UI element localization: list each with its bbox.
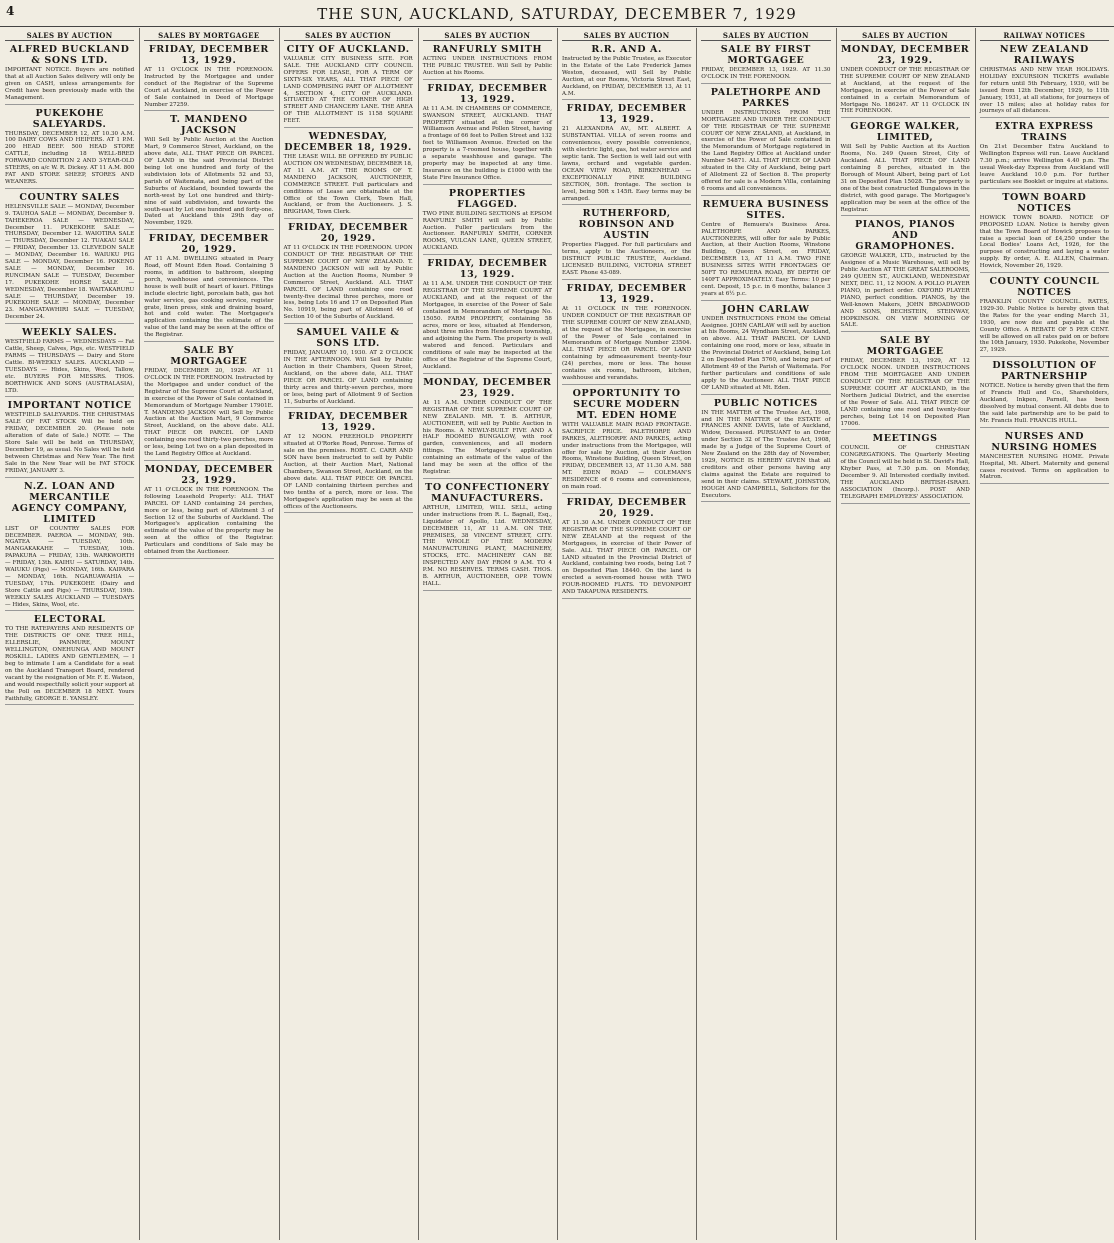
notice-item [284,327,413,408]
notice-body: WESTFIELD FARMS — WEDNESDAYS — Fat Cattle, Sheep, Calves, Pigs, etc. WESTFIELD FARMS — THURSDAYS — Dairy and Store Cattle. BI-WEEKLY SALES. AUCKLAND — TUESDAYS — Hides, Skins, Wool, Tallow, etc. BUYERS FOR MESSRS. THOS. BORTHWICK AND SONS (AUSTRALASIA), LTD. [5,339,135,394]
column-rule [139,28,140,1240]
notice-item [284,131,413,219]
notice-item [5,481,134,612]
notice-body: Will Sell by Public Auction at its Auction Rooms, No. 249 Queen Street, City of Auckland. ALL THAT PIECE OF LAND containing 8 perches, situated in the Borough of Mount Albert, being part of Lot 31 on Deposited Plan 15028. The property is one of the best constructed Bungalows in the district, with good garage. The Mortgagee's application may be seen at the office of the Registrar. [840,144,970,213]
notice-item [284,411,413,513]
notice-item [5,614,134,705]
notice-item [980,431,1109,485]
notice-body: MANCHESTER NURSING HOME. Private Hospital, Mt. Albert. Maternity and general cases received. Terms on application to Matron. [979,453,1109,481]
notice-headline: MONDAY, DECEMBER 23, 1929. [840,44,970,66]
notice-headline: SALE BY FIRST MORTGAGEE [720,44,811,66]
notice-body: FRIDAY, DECEMBER 20, 1929. AT 11 O'CLOCK IN THE FORENOON. Instructed by the Mortgagee and under conduct of the Registrar of the Supreme Court at Auckland, in exercise of the Power of Sale contained in Memorandum of Mortgage Number 17901E. T. MANDENO JACKSON will Sell by Public Auction at the Auction Mart, 9 Commerce Street, Auckland, on the above date. ALL THAT PIECE OR PARCEL OF LAND containing one rood thirty-two perches, more or less, being Lot two on a plan deposited in the Land Registry Office at Auckland. [144,368,274,457]
notice-body: UNDER INSTRUCTIONS FROM the Official Assignee. JOHN CARLAW will sell by auction at his Rooms, 24 Wyndham Street, Auckland, on above. ALL THAT PARCEL OF LAND containing one rood, more or less, situate in the Provincial District of Auckland, being Lot 2 on Deposited Plan 5760, and being part of Allotment 49 of the Parish of Waitemata. For further particulars and conditions of sale apply to the Auctioneer. ALL THAT PIECE OF LAND situated at Mt. Eden. [701,315,831,391]
column-4 [418,30,557,1240]
column-heading: SALES BY AUCTION [5,31,134,41]
notice-headline: MONDAY, DECEMBER 23, 1929. [423,376,552,399]
notice-headline: FRIDAY, DECEMBER 20, 1929. [148,233,269,256]
notice-item [284,44,413,128]
notice-item [841,44,970,118]
notice-body: LIST OF COUNTRY SALES FOR DECEMBER. PAEROA — MONDAY, 9th. NGATEA — TUESDAY, 10th. MANGAKAKAHE — TUESDAY, 10th. PAPAKURA — FRIDAY, 13th. WARKWORTH — FRIDAY, 13th. KAIHU — SATURDAY, 14th. WAIUKU (Pigs) — MONDAY, 16th. KAIPARA — MONDAY, 16th. NGARUAWAHIA — TUESDAY, 17th. PUKEKOHE (Dairy and Store Cattle and Pigs) — THURSDAY, 19th. WEEKLY SALES AUCKLAND — TUESDAYS — Hides, Skins, Wool, etc. [5,525,135,608]
column-rule [975,28,976,1240]
column-heading: RAILWAY NOTICES [980,31,1109,41]
notice-headline: IMPORTANT NOTICE [7,400,132,412]
notice-body: UNDER CONDUCT OF THE REGISTRAR OF THE SUPREME COURT OF NEW ZEALAND at Auckland, at the request of the Mortgagee, in exercise of the Power of Sale contained in a certain Memorandum of Mortgage No. 186247. AT 11 O'CLOCK IN THE FORENOON. [840,67,970,115]
notice-body: ACTING UNDER INSTRUCTIONS FROM THE PUBLIC TRUSTEE. Will Sell by Public Auction at his Rooms. [422,56,552,76]
notice-body: Properties Flagged. For full particulars and terms, apply to the Auctioneers, or the DISTRICT PUBLIC TRUSTEE, Auckland. LICENSED BUILDING, VICTORIA STREET EAST. Phone 43-089. [562,242,692,277]
notice-headline: FRIDAY, DECEMBER 13, 1929. [566,103,687,126]
notice-headline: REMUERA BUSINESS SITES. [702,198,830,221]
column-7 [836,30,975,1240]
column-rule [557,28,558,1240]
column-3 [279,30,418,1240]
notice-headline: FRIDAY, DECEMBER 13, 1929. [288,411,409,434]
notice-item [5,327,134,397]
notice-item [423,482,552,591]
column-rule [418,28,419,1240]
notice-item [423,83,552,185]
column-5 [557,30,696,1240]
notice-body: HELENSVILLE SALE — MONDAY, December 9. TAUHOA SALE — MONDAY, December 9. TAHEKEROA SALE — WEDNESDAY, December 11. PUKEKOHE SALE — THURSDAY, December 12. WAIOTIRA SALE — THURSDAY, December 12. TUAKAU SALE — FRIDAY, December 13. CLEVEDON SALE — MONDAY, December 16. WAIUKU PIG SALE — MONDAY, December 16. POKENO SALE — MONDAY, December 16. RUNCIMAN SALE — TUESDAY, December 17. PUKEKOHE HORSE SALE — WEDNESDAY, December 18. WAITAKARURU SALE — THURSDAY, December 19. PUKEKOHE SALE — MONDAY, December 23. MANGATAWHIRI SALE — TUESDAY, December 24. [5,203,135,321]
notice-body: IMPORTANT NOTICE. Buyers are notified that at all Auction Sales delivery will only be given on CASH, unless arrangements for Credit have been previously made with the Management. [5,67,135,101]
notice-body: AT 12 NOON. FREEHOLD PROPERTY situated at O'Rorke Road, Penrose. Terms of sale on the premises. ROBT. C. CARR AND SON have been instructed to sell by Public Auction, at their Auction Mart, National Chambers, Swanson Street, Auckland, on the above date. ALL THAT PIECE OR PARCEL OF LAND containing thirteen perches and two tenths of a perch, more or less. The Mortgagee's application may be seen at the offices of the Auctioneers. [283,434,413,510]
notice-headline: WEEKLY SALES. [21,327,118,339]
notice-item [423,377,552,479]
column-6 [696,30,835,1240]
notice-body: WESTFIELD SALEYARDS. THE CHRISTMAS SALE OF FAT STOCK Will be held on FRIDAY, DECEMBER 20. (Please note alteration of date of Sale.) NOTE — The Store Sale will be held on THURSDAY, December 19, as usual. No Sales will be held between Christmas and New Year. The first Sale in the New Year will be FAT STOCK FRIDAY, JANUARY 3. [5,412,135,474]
notice-body: AT 11.30 A.M. UNDER CONDUCT OF THE REGISTRAR OF THE SUPREME COURT OF NEW ZEALAND at the request of the Mortgagees, in exercise of their Power of Sale. ALL THAT PIECE OR PARCEL OF LAND situated in the Provincial District of Auckland, containing two roods, being Lot 7 on Deposited Plan 18440. On the land is erected a seven-roomed house with TWO FOUR-ROOMED FLATS. TO DEVONPORT AND TAKAPUNA RESIDENTS. [562,519,692,596]
notice-body: Instructed by the Public Trustee, as Executor in the Estate of the Late Frederick James Weston, deceased, will Sell by Public Auction, at our Rooms, Victoria Street East, Auckland, on FRIDAY, DECEMBER 13, At 11 A.M. [562,56,692,97]
notice-headline: ELECTORAL [33,614,106,626]
notice-headline: SALE BY MORTGAGEE [866,335,944,358]
notice-headline: PROPERTIES FLAGGED. [448,187,526,210]
notice-headline: GEORGE WALKER, LIMITED, [850,121,960,144]
notice-headline: OPPORTUNITY TO SECURE MODERN MT. EDEN HOME [572,387,681,421]
notice-item [5,44,134,105]
notice-headline: PUBLIC NOTICES [713,397,818,409]
notice-body: CHRISTMAS AND NEW YEAR HOLIDAYS. HOLIDAY EXCURSION TICKETS available for return until 5th February, 1930, will be issued from 12th December, 1929, to 11th January, 1931, at all stations, for journeys of over 15 miles; also at holiday rates for journeys of all distances. [979,67,1109,115]
notice-body: HOWICK TOWN BOARD. NOTICE OF PROPOSED LOAN. Notice is hereby given that the Town Board of Howick proposes to raise a special loan of £4,250 under the Local Bodies' Loans Act, 1926, for the purpose of constructing and laying a water supply. By order, A. E. ALLEN, Chairman. Howick, November 26, 1929. [979,214,1109,270]
notice-item [980,360,1109,427]
notice-headline: NURSES AND NURSING HOMES [991,430,1098,453]
notice-item [562,388,691,494]
notice-body: At 11 A.M. UNDER CONDUCT OF THE REGISTRAR OF THE SUPREME COURT OF NEW ZEALAND. MR. T. B. ARTHUR, AUCTIONEER, will sell by Public Auction in his Rooms. A NEWLY-BUILT FIVE AND A HALF ROOMED BUNGALOW, with roof garden, conveniences, and all modern fittings. The Mortgagee's application containing an estimate of the value of the land may be seen at the office of the Registrar. [422,399,552,475]
notice-headline: ALFRED BUCKLAND & SONS LTD. [9,44,130,66]
notice-item [701,87,830,196]
notice-headline: PALETHORPE AND PARKES [710,86,822,109]
notice-body: At 11 O'CLOCK IN THE FORENOON. UNDER CONDUCT OF THE REGISTRAR OF THE SUPREME COURT OF NEW ZEALAND, at the request of the Mortgagee, in exercise of the Power of Sale contained in Memorandum of Mortgage Number 23504. ALL THAT PIECE OR PARCEL OF LAND containing by admeasurement twenty-four (24) perches, more or less. The house contains six rooms, bathroom, kitchen, washhouse and verandahs. [562,305,692,381]
notice-item [5,108,134,189]
notice-headline: PUKEKOHE SALEYARDS. [32,107,107,130]
notice-item [423,188,552,255]
newspaper-title: THE SUN, AUCKLAND, SATURDAY, DECEMBER 7, 1929 [317,5,797,23]
notice-headline: FRIDAY, DECEMBER 13, 1929. [566,282,687,305]
notice-body: FRIDAY, JANUARY 10, 1930. AT 2 O'CLOCK IN THE AFTERNOON. Will Sell by Public Auction in their Chambers, Queen Street, Auckland, on the above date, ALL THAT PIECE OR PARCEL OF LAND containing thirty acres and thirty-seven perches, more or less, being part of Allotment 9 of Section 11, Suburbs of Auckland. [283,350,413,405]
column-rule [836,28,837,1240]
notice-headline: N.Z. LOAN AND MERCANTILE AGENCY COMPANY, LIMITED [11,480,128,525]
notice-body: COUNCIL OF CHRISTIAN CONGREGATIONS. The Quarterly Meeting of the Council will be held in St. David's Hall, Khyber Pass, at 7.30 p.m. on Monday, December 9. All Interested cordially invited. THE AUCKLAND BRITISH-ISRAEL ASSOCIATION (Incorp.). POST AND TELEGRAPH EMPLOYEES' ASSOCIATION. [840,445,970,500]
notice-body: THE LEASE WILL BE OFFERED BY PUBLIC AUCTION ON WEDNESDAY, DECEMBER 18, AT 11 A.M. AT THE ROOMS OF T. MANDENO JACKSON, AUCTIONEER, COMMERCE STREET. Full particulars and conditions of Lease are obtainable at the Office of the Town Clerk, Town Hall, Auckland, or from the Auctioneers. J. S. BRIGHAM, Town Clerk. [283,154,413,216]
notice-body: THURSDAY, DECEMBER 12, AT 10.30 A.M. 100 DAIRY COWS AND HEIFERS. AT 1 P.M. 200 HEAD BEEF. 500 HEAD STORE CATTLE, including 18 WELL-BRED FORWARD CONDITION 2 AND 3-YEAR-OLD STEERS, on a/c W. R. Dickey. AT 11 A.M. 800 FAT AND STORE SHEEP, STORES AND WEANERS. [5,130,135,185]
notice-body: AT 11 A.M. DWELLING situated in Peary Road, off Mount Eden Road. Containing 5 rooms, in addition to bathroom, sleeping porch, washhouse and conveniences. The house is well built of heart of kauri. Fittings include electric light, porcelain bath, gas hot water service, gas cooking service, register grate, linen press, sink and draining board, hot and cold water. The Mortgagee's application containing the estimate of the value of the land may be seen at the office of the Registrar. [144,256,274,339]
column-1 [0,30,139,1240]
notice-item [841,335,970,430]
notice-headline: FRIDAY, DECEMBER 13, 1929. [427,82,548,105]
page-number: 4 [6,4,15,18]
notice-body: Centre of Remuera's Business Area. PALETHORPE AND PARKES, AUCTIONEERS, will offer for sale by Public Auction, at their Auction Rooms, Winstone Building, Queen Street, on FRIDAY, DECEMBER 13, AT 11 A.M. TWO FINE BUSINESS SITES WITH FRONTAGES OF 50FT TO REMUERA ROAD, BY DEPTH OF 140FT APPROXIMATELY. Easy Terms: 10 per cent. Deposit, 15 p.c. in 6 months, balance 3 years at 6½ p.c. [701,221,831,297]
notice-body: FRIDAY, DECEMBER 13, 1929. AT 11.30 O'CLOCK IN THE FORENOON. [701,67,831,80]
notice-body: At 11 A.M. UNDER THE CONDUCT OF THE REGISTRAR OF THE SUPREME COURT AT AUCKLAND, and at the request of the Mortgagee, in exercise of the Power of Sale contained in Memorandum of Mortgage No. 15050. FARM PROPERTY, containing 58 acres, more or less, situated at Henderson, about three miles from Henderson township, and adjoining the Farm. The property is well watered and fenced. Particulars and conditions of sale may be inspected at the office of the Registrar of the Supreme Court, Auckland. [422,281,552,370]
column-heading: SALES BY AUCTION [284,31,413,41]
column-heading: SALES BY MORTGAGEE [144,31,273,41]
notice-body: 21 ALEXANDRA AV., MT. ALBERT. A SUBSTANTIAL VILLA of seven rooms and conveniences, every possible convenience, with electric light, gas, hot water service and septic tank. The Section is well laid out with lawns, orchard and vegetable garden. OCEAN VIEW ROAD, BIRKENHEAD — EXCEPTIONALLY FINE BUILDING SECTION, 50ft. frontage. The section is level, being 50ft x 145ft. Easy terms may be arranged. [562,126,692,202]
notice-item [144,464,273,559]
column-rule [696,28,697,1240]
notice-item [980,192,1109,273]
notice-body: AT 11 O'CLOCK IN THE FORENOON. Instructed by the Mortgagee and under conduct of the Registrar of the Supreme Court at Auckland, in exercise of the Power of Sale contained in Deed of Mortgage Number 27259. [144,67,274,108]
notice-item [144,114,273,230]
notice-headline: RUTHERFORD, ROBINSON AND AUSTIN [578,208,675,242]
notice-body: IN THE MATTER of The Trustee Act, 1908, and IN THE MATTER of the ESTATE of FRANCES ANNE DAVIS, late of Auckland, Widow, Deceased. PURSUANT to an Order under Section 32 of The Trustee Act, 1908, made by a Judge of the Supreme Court of New Zealand on the 28th day of November, 1929, NOTICE IS HEREBY GIVEN that all creditors and other persons having any claims against the Estate are required to send in their claims. STEWART, JOHNSTON, HOUGH AND CAMPBELL, Solicitors for the Executors. [701,409,831,499]
notice-headline: FRIDAY, DECEMBER 13, 1929. [427,258,548,281]
notice-body: WITH VALUABLE MAIN ROAD FRONTAGE. SACRIFICE PRICE. PALETHORPE AND PARKES, ALETHORPE AND PARKES, acting under instructions from the Mortgagee, will offer for sale by Auction, at their Auction Rooms, Winstone Building, Queen Street, on FRIDAY, DECEMBER 13, AT 11.30 A.M. 588 MT. EDEN ROAD — COLEMAN'S RESIDENCE of 6 rooms and conveniences, on main road. [562,421,692,491]
notice-body: TO THE RATEPAYERS AND RESIDENTS OF THE DISTRICTS OF ONE TREE HILL, ELLERSLIE, PANMURE, MOUNT WELLINGTON, ONEHUNGA AND MOUNT ROSKILL. LADIES AND GENTLEMEN, — I beg to intimate I am a Candidate for a seat on the Auckland Transport Board, rendered vacant by the resignation of Mr. F. E. Watson, and would respectfully solicit your support at the Poll on DECEMBER 18 NEXT. Yours Faithfully, GEORGE E. YANSLEY. [5,626,135,702]
notice-headline: JOHN CARLAW [722,303,810,315]
notice-item [701,44,830,84]
notice-item [980,44,1109,118]
notice-headline: NEW ZEALAND RAILWAYS [999,44,1089,66]
notice-headline: T. MANDENO JACKSON [170,114,248,137]
notice-item [144,44,273,111]
notice-item [701,304,830,395]
notice-headline: WEDNESDAY, DECEMBER 18, 1929. [284,131,412,154]
notice-headline: CITY OF AUCKLAND. [286,44,410,55]
notice-item [562,497,691,599]
notice-body: GEORGE WALKER, LTD., instructed by the Assignee of a Music Warehouse, will sell by Public Auction AT THE GREAT SALEROOMS, 249 QUEEN ST., AUCKLAND, WEDNESDAY NEXT, DEC. 11, 12 NOON. A POLLO PLAYER PIANO, in perfect order. OXFORD PLAYER PIANO, perfect condition. PIANOS, by the Well-known Makers, JOHN BROADWOOD AND SONS, BECHSTEIN, STEINWAY, HOPKINSON. ON VIEW MORNING OF SALE. [840,253,970,329]
notice-item [144,345,273,461]
notice-headline: PIANOS, PIANOS AND GRAMOPHONES. [855,219,956,253]
masthead [0,0,1114,27]
notice-item [423,258,552,374]
column-heading: SALES BY AUCTION [701,31,830,41]
notice-headline: FRIDAY, DECEMBER 13, 1929. [148,44,269,66]
notice-body: FRANKLIN COUNTY COUNCIL. RATES, 1929-30. Public Notice is hereby given that the Rates for the year ending March 31, 1930, are now due and payable at the County Office. A REBATE OF 5 PER CENT. will be allowed on all rates paid on or before the 10th January, 1930. Pukekohe, November 27, 1929. [979,299,1109,354]
notice-item [841,433,970,503]
notice-item [562,283,691,385]
notice-body: On 21st December Extra Auckland to Wellington Express will run. Leave Auckland 7.30 p.m.; arrive Wellington 4.40 p.m. The usual Week-day Express from Auckland will leave Auckland 10.0 p.m. For further particulars see Booklet or inquire at stations. [979,144,1109,185]
notice-headline: RANFURLY SMITH [432,44,543,55]
notice-headline: EXTRA EXPRESS TRAINS [995,121,1094,144]
notice-headline: COUNTY COUNCIL NOTICES [989,276,1100,299]
column-heading: SALES BY AUCTION [562,31,691,41]
notice-headline: SAMUEL VAILE & SONS LTD. [296,327,400,350]
notice-item [980,276,1109,357]
notice-item [5,400,134,477]
notice-body: ARTHUR, LIMITED, WILL SELL, acting under instructions from R. L. Bagnall, Esq., Liquidator of Apollo, Ltd. WEDNESDAY, DECEMBER 11, AT 11 A.M. ON THE PREMISES, 38 VINCENT STREET, CITY. THE WHOLE OF THE MODERN MANUFACTURING PLANT, MACHINERY, STOCKS, ETC. MACHINERY CAN BE INSPECTED ANY DAY FROM 9 A.M. TO 4 P.M. NO RESERVES. TERMS CASH. THOS. B. ARTHUR, AUCTIONEER, OPP. TOWN HALL. [422,504,552,587]
notice-item [562,208,691,280]
notice-body: Will Sell by Public Auction at the Auction Mart, 9 Commerce Street, Auckland, on the above date, ALL THAT PIECE OR PARCEL OF LAND in the said Provincial District being lot one hundred and forty of the subdivision lots of Allotments 52 and 53, parish of Waitemata, and being part of the Suburbs of Auckland, bounded towards the north-west by Lot one hundred and thirty-nine of said subdivision, and towards the south-east by Lot one hundred and forty-one. Dated at Auckland this 29th day of November, 1929. [144,137,274,227]
notice-headline: TO CONFECTIONERY MANUFACTURERS. [425,481,550,504]
notice-headline: TOWN BOARD NOTICES [1002,191,1087,214]
notice-body: FRIDAY, DECEMBER 13, 1929, AT 12 O'CLOCK NOON. UNDER INSTRUCTIONS FROM THE MORTGAGEE AND UNDER CONDUCT OF THE REGISTRAR OF THE SUPREME COURT AT AUCKLAND, in the Northern Judicial District, and the exercise of the Power of Sale. ALL THAT PIECE OF LAND containing one rood and twenty-four perches, being Lot 14 on Deposited Plan 17006. [840,358,970,427]
notice-item [562,103,691,205]
notice-headline: COUNTRY SALES [19,191,120,203]
notice-item [980,121,1109,188]
notice-body: UNDER INSTRUCTIONS FROM THE MORTGAGEE AND UNDER THE CONDUCT OF THE REGISTRAR OF THE SUPREME COURT OF NEW ZEALAND, at Auckland, in exercise of the Power of Sale contained in the Memorandum of Mortgage registered in the Land Registry Office at Auckland under Number 54871. ALL THAT PIECE OF LAND situated in the City of Auckland, being part of Allotment 22 of Section 8. The property offered for sale is a Modern Villa, containing 6 rooms and all conveniences. [701,109,831,192]
notice-headline: FRIDAY, DECEMBER 20, 1929. [288,222,409,245]
notice-body: VALUABLE CITY BUSINESS SITE. FOR SALE. THE AUCKLAND CITY COUNCIL OFFERS FOR LEASE, FOR A TERM OF SIXTY-SIX YEARS, ALL THAT PIECE OF LAND COMPRISING PART OF ALLOTMENT 4, SECTION 4, CITY OF AUCKLAND. SITUATED AT THE CORNER OF HIGH STREET AND CHANCERY LANE. THE AREA OF THE ALLOTMENT IS 1158 SQUARE FEET. [283,56,413,125]
notice-headline: R.R. AND A. [591,44,662,55]
column-8 [975,30,1114,1240]
notice-item [841,121,970,216]
notice-item [423,44,552,80]
notice-item [284,222,413,324]
notice-body: At 11 A.M. IN CHAMBERS OF COMMERCE, SWANSON STREET, AUCKLAND. THAT PROPERTY situated at the corner of Williamson Avenue and Pollen Street, having a frontage of 66 feet to Pollen Street and 132 feet to Williamson Avenue. Erected on the property is a 7-roomed house, together with a separate washhouse and garage. The property may be inspected at any time. Insurance on the building is £1000 with the State Fire Insurance Office. [422,105,552,181]
notice-headline: SALE BY MORTGAGEE [170,345,248,368]
notice-item [701,398,830,503]
notice-body: AT 11 O'CLOCK IN THE FORENOON. The following Leasehold Property: ALL THAT PARCEL OF LAND containing 24 perches, more or less, being part of Allotment 3 of Section 12 of the Suburbs of Auckland. The Mortgagee's application containing the estimate of the value of the property may be seen at the office of the Registrar. Particulars and conditions of Sale may be obtained from the Auctioneer. [144,486,274,556]
notice-item [144,233,273,342]
notice-headline: MONDAY, DECEMBER 23, 1929. [144,463,274,486]
column-rule [279,28,280,1240]
column-heading: SALES BY AUCTION [423,31,552,41]
notice-item [5,192,134,324]
notice-headline: DISSOLUTION OF PARTNERSHIP [992,360,1097,383]
notice-item [841,219,970,332]
notice-item [701,199,830,301]
notice-item [562,44,691,100]
notice-body: NOTICE. Notice is hereby given that the firm of Francis Hull and Co., Shareholders, Auckland, Inkpen, Parnell, has been dissolved by mutual consent. All debts due to the said late partnership are to be paid to Mr. Francis Hull. FRANCIS HULL. [979,383,1109,424]
notice-body: TWO FINE BUILDING SECTIONS at EPSOM RANFURLY SMITH will sell by Public Auction. Fuller particulars from the Auctioneer. RANFURLY SMITH, CORNER ROOMS, VULCAN LANE, QUEEN STREET, AUCKLAND. [422,210,552,252]
notice-headline: FRIDAY, DECEMBER 20, 1929. [566,496,687,519]
notice-body: AT 11 O'CLOCK IN THE FORENOON. UPON CONDUCT OF THE REGISTRAR OF THE SUPREME COURT OF NEW ZEALAND. T. MANDENO JACKSON will sell by Public Auction at the Auction Rooms, Number 9 Commerce Street, Auckland. ALL THAT PARCEL OF LAND containing one rood twenty-five decimal three perches, more or less, being Lots 16 and 17 on Deposited Plan No. 10919, being part of Allotment 46 of Section 10 of the Suburbs of Auckland. [283,245,413,321]
notice-headline: MEETINGS [872,433,938,445]
column-2 [139,30,278,1240]
column-heading: SALES BY AUCTION [841,31,970,41]
